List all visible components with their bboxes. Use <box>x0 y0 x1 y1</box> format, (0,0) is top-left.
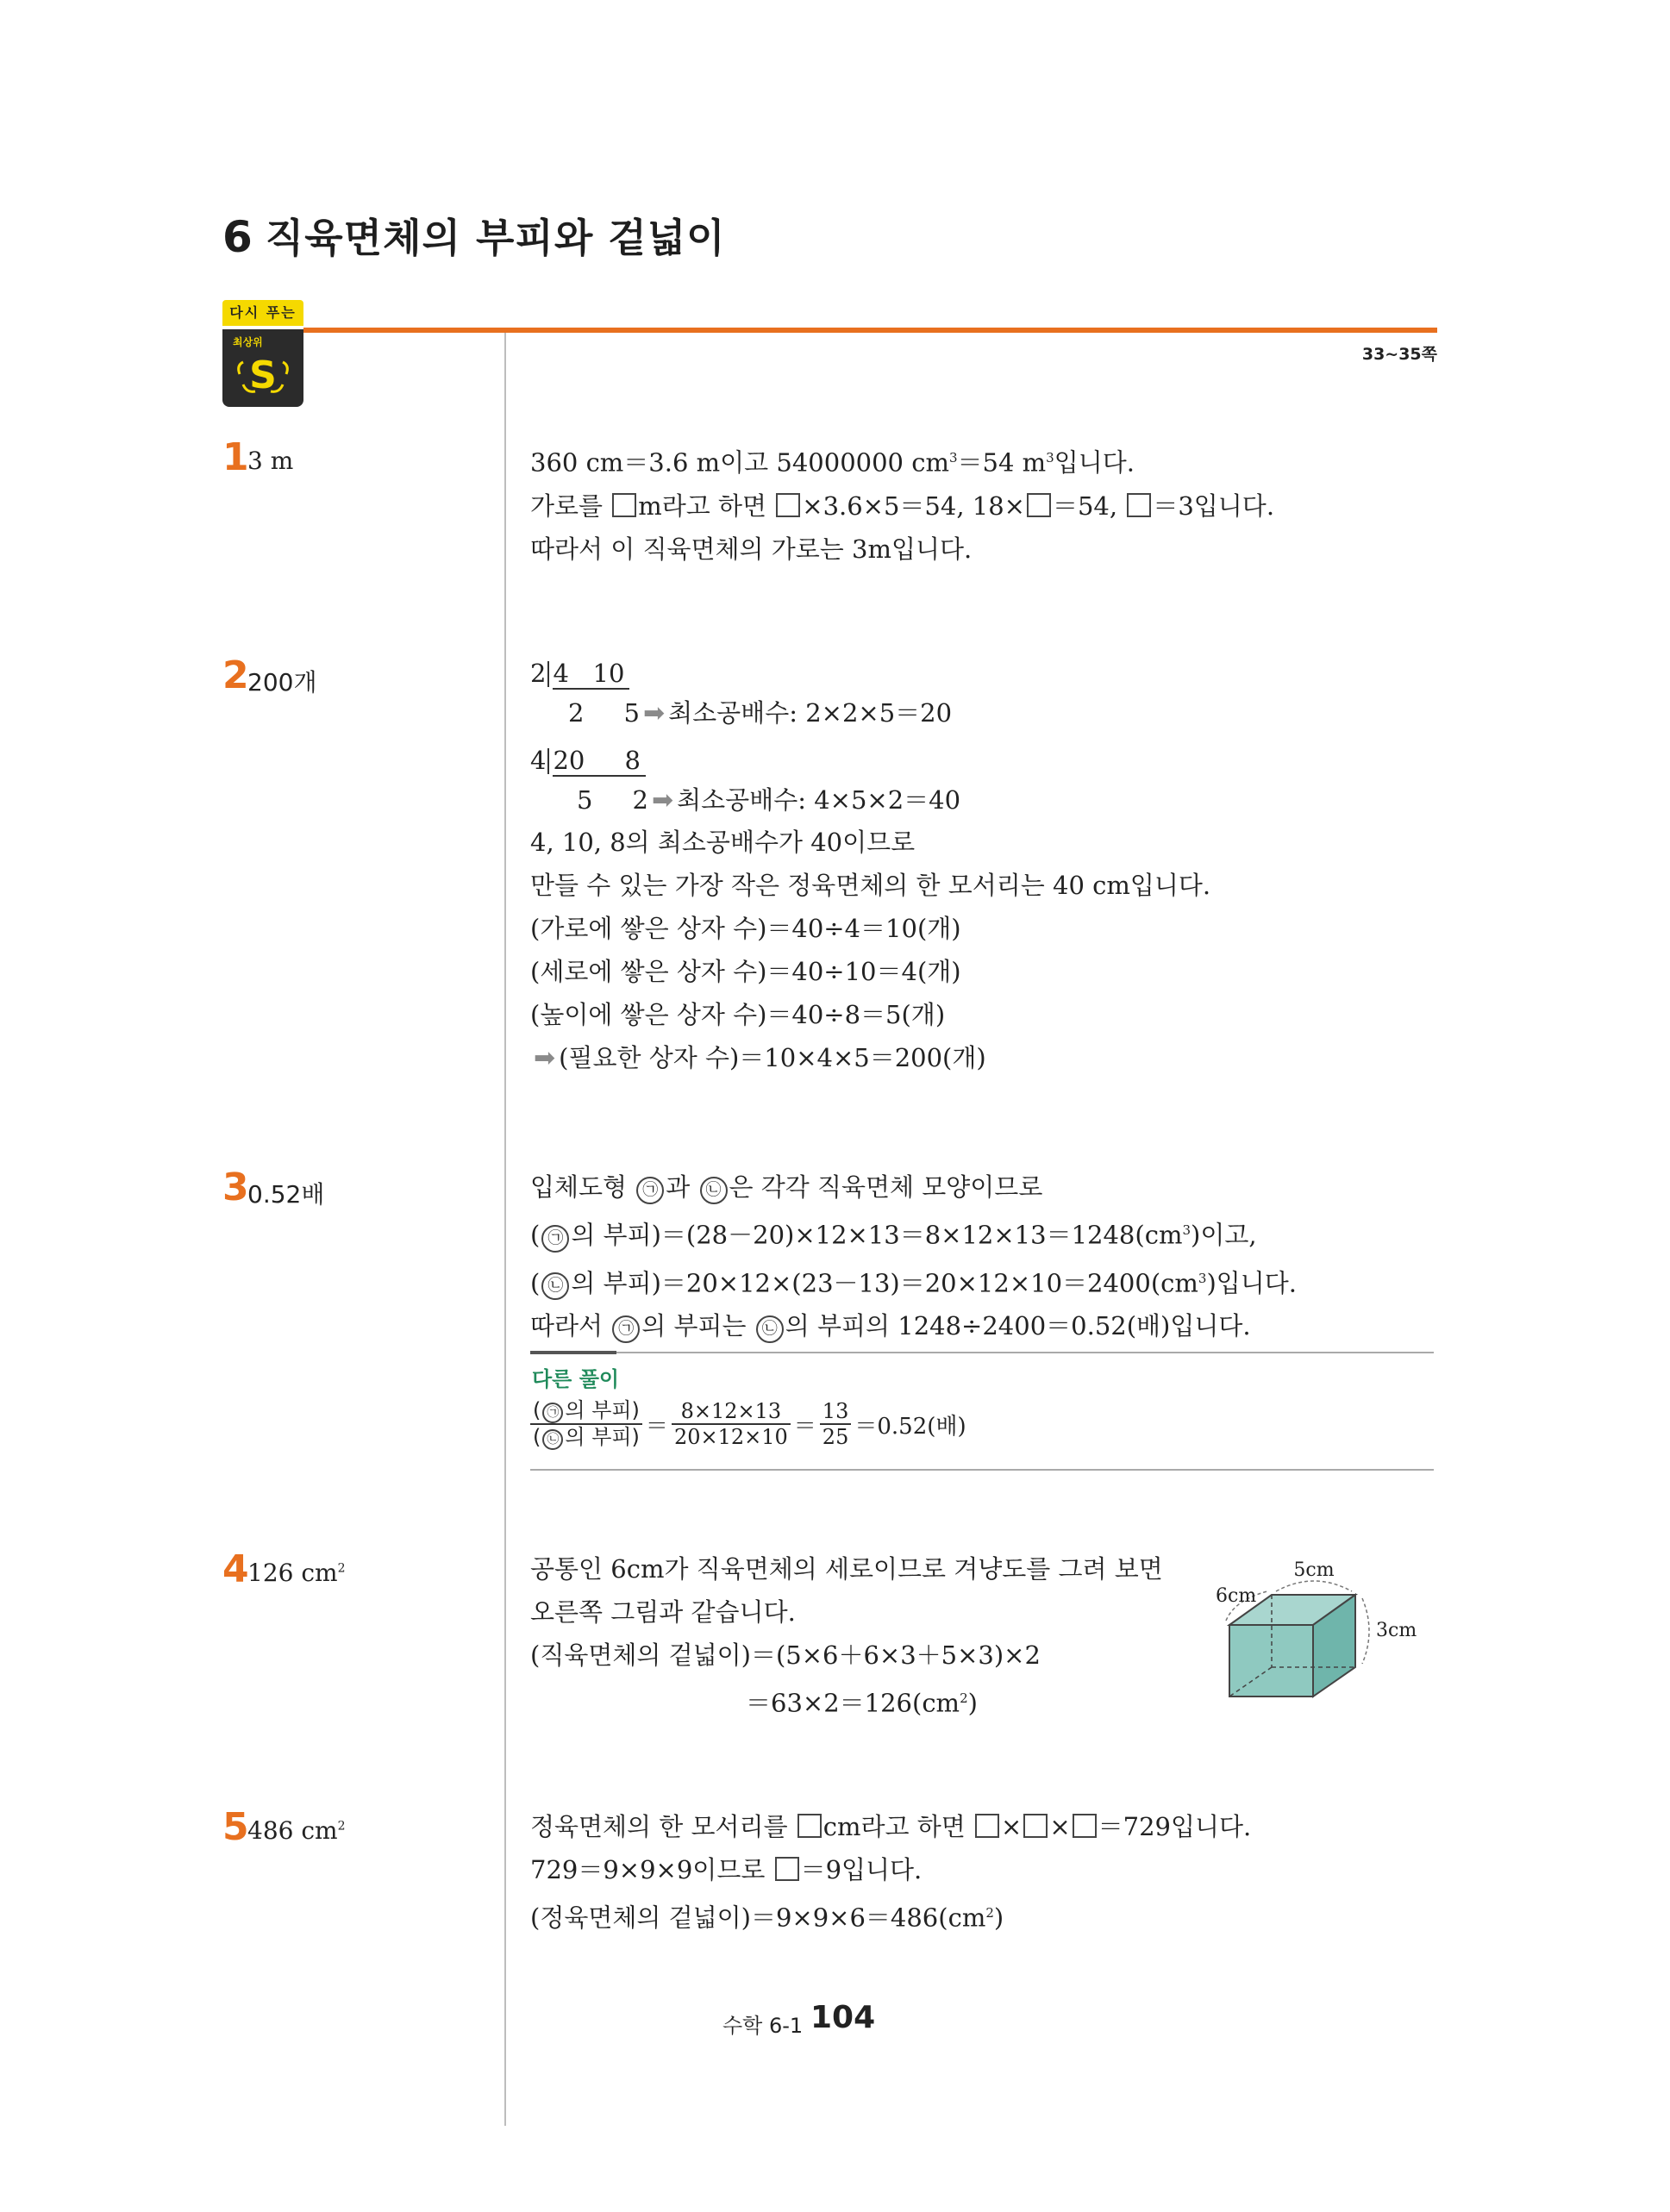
figure-depth-label: 6cm <box>1216 1585 1257 1607</box>
q1-line-1: 360 cm＝3.6 m이고 54000000 $cm^3=54$ $m^3$입니다. <box>530 447 1135 478</box>
alt-solution-rule-bottom <box>530 1469 1434 1471</box>
q5-number: 5 <box>222 1805 249 1849</box>
alt-solution-rule <box>530 1352 1434 1353</box>
q4-answer: 126 $cm^2$ <box>247 1559 346 1587</box>
blank-box <box>1073 1814 1097 1838</box>
blank-box <box>1023 1814 1048 1838</box>
arrow-icon: ➡ <box>652 785 674 815</box>
q1-solution <box>530 436 1274 571</box>
circled-label: ㉡ <box>700 1177 728 1204</box>
q5-line-3: (정육면체의 겉넓이)$=9\times 9\times 6=486(cm^2)$ <box>530 1903 1004 1933</box>
figure-width-label: 5cm <box>1293 1559 1335 1581</box>
q5-solution <box>530 1805 1251 1940</box>
circled-label: ㉠ <box>636 1177 664 1204</box>
q3-answer: 0.52배 <box>247 1180 325 1209</box>
q1-number: 1 <box>222 435 249 479</box>
blank-box <box>776 493 800 517</box>
q2-division-2: 4 20 8 <box>530 740 1210 780</box>
q2-line-1: 4, 10, 8의 최소공배수가 40이므로 <box>530 828 916 857</box>
q1-line-2: 가로를 m라고 하면 ×3.6×5＝54, 18× ＝54, ＝3입니다. <box>530 491 1275 521</box>
chapter-title <box>222 207 726 264</box>
blank-box <box>775 1857 799 1881</box>
blank-box <box>797 1814 822 1838</box>
q5-line-1: 정육면체의 한 모서리를 cm라고 하면 × × ＝729입니다. <box>530 1812 1252 1841</box>
fraction-ratio: $\frac{\text{( ㉠ 의 부피)}}{\text{( ㉡ 의 부피)}}$ <box>530 1398 642 1450</box>
arrow-icon: ➡ <box>643 698 666 728</box>
blank-box <box>1127 493 1151 517</box>
figure-height-label: 3cm <box>1376 1620 1417 1641</box>
badge-s-icon <box>235 345 291 397</box>
header-rule <box>303 328 1437 333</box>
q2-line-4: (세로에 쌓은 상자 수)＝40÷10＝4(개) <box>530 957 961 986</box>
page-range: 33~35쪽 <box>1361 345 1437 364</box>
q2-line-6: ➡ (필요한 상자 수)＝10×4×5＝200(개) <box>530 1036 1210 1080</box>
chapter-number: 6 <box>222 212 253 262</box>
alt-solution-formula: $\frac{\text{( ㉠ 의 부피)}}{\text{( ㉡ 의 부피)}}$ ＝ $\frac{8\times 12\times 13}{20\times 12\times 10}$ ＝ $\frac{13}{25}$ ＝0.52(배) <box>530 1398 970 1450</box>
q4-line-1: 공통인 6cm가 직육면체의 세로이므로 겨냥도를 그려 보면 <box>530 1554 1163 1584</box>
q1-line-3: 따라서 이 직육면체의 가로는 3m입니다. <box>530 534 973 564</box>
q4-solution <box>530 1547 1163 1725</box>
badge-small-text: 최상위 <box>233 336 263 348</box>
q3-line-2: ( ㉠ 의 부피)$=(28-20)\times 12\times 13=8\times 12\times 13=1248(cm^3)$이고, <box>530 1209 1297 1257</box>
chapter-title-text: 직육면체의 부피와 겉넓이 <box>265 215 726 261</box>
q2-division-2-result: 5 2 ➡ 최소공배수: 4×5×2＝40 <box>530 780 1210 821</box>
badge-label: 다시 푸는 <box>222 300 303 326</box>
q4-number: 4 <box>222 1547 249 1591</box>
fraction-reduced: $\frac{13}{25}$ <box>820 1399 852 1449</box>
q3-solution <box>530 1165 1297 1347</box>
q2-solution <box>530 653 1210 1080</box>
badge-letter: S <box>249 353 277 397</box>
cuboid-figure <box>1207 1552 1431 1707</box>
footer-subject: 수학 6-1 <box>722 2014 804 2038</box>
q3-number: 3 <box>222 1165 249 1209</box>
arrow-icon: ➡ <box>534 1043 556 1073</box>
q2-answer: 200개 <box>247 668 317 697</box>
q2-number: 2 <box>222 653 249 697</box>
q2-line-5: (높이에 쌓은 상자 수)＝40÷8＝5(개) <box>530 1000 946 1029</box>
alt-solution-title: 다른 풀이 <box>532 1367 620 1391</box>
q3-line-4: 따라서 ㉠ 의 부피는 ㉡ 의 부피의 1248÷2400＝0.52(배)입니다. <box>530 1304 1297 1347</box>
q5-line-2: 729＝9×9×9이므로 ＝9입니다. <box>530 1855 923 1884</box>
q3-line-3: ( ㉡ 의 부피)$=20\times 12\times(23-13)=20\times 12\times 10=2400(cm^3)$입니다. <box>530 1257 1297 1305</box>
q2-division-1-result: 2 5 ➡ 최소공배수: 2×2×5＝20 <box>530 693 1210 734</box>
q4-line-3: (직육면체의 겉넓이)＝(5×6＋6×3＋5×3)×2 <box>530 1640 1041 1670</box>
q5-answer: 486 $cm^2$ <box>247 1816 346 1845</box>
column-divider <box>504 333 506 2126</box>
blank-box <box>1027 493 1051 517</box>
q4-line-4: $=63\times 2=126(cm^2)$ <box>746 1688 978 1718</box>
q2-line-3: (가로에 쌓은 상자 수)＝40÷4＝10(개) <box>530 914 961 943</box>
alt-result: ＝0.52(배) <box>854 1413 966 1440</box>
q2-division-1: 2 4 10 <box>530 653 1210 693</box>
q2-line-2: 만들 수 있는 가장 작은 정육면체의 한 모서리는 40 cm입니다. <box>530 871 1211 900</box>
fraction-values: $\frac{8\times 12\times 13}{20\times 12\times 10}$ <box>672 1399 791 1449</box>
q3-line-1: 입체도형 ㉠ 과 ㉡ 은 각각 직육면체 모양이므로 <box>530 1165 1297 1209</box>
blank-box <box>612 493 636 517</box>
page-number: 104 <box>810 2000 876 2035</box>
q4-line-2: 오른쪽 그림과 같습니다. <box>530 1597 796 1627</box>
q1-answer: 3 m <box>247 447 294 475</box>
blank-box <box>975 1814 999 1838</box>
